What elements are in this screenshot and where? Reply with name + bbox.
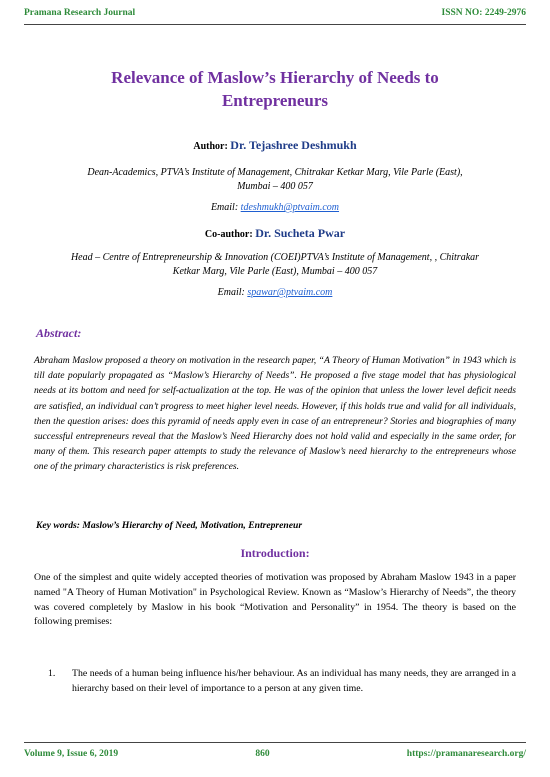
list-item-number: 1. [48, 668, 56, 679]
abstract-heading: Abstract: [36, 326, 82, 340]
paper-title: Relevance of Maslow’s Hierarchy of Needs to Entrepreneurs [111, 68, 439, 110]
abstract-body: Abraham Maslow proposed a theory on motivation in the research paper, “A Theory of Human Motivation” in 1943 which is till date popularly propagated as “Maslow’s Hierarchy of Needs”. He proposed a five stage model that has physiological needs at its bottom and need for self-actualization at the top. He was of the opinion that unless the lower level deficit needs are satisfied, an individual can’t progress to meet higher level needs. However, if this holds true and valid for all individuals, then the question arises: does this pyramid of needs apply even in case of an entrepreneur? Stories and biographies of many successful entrepreneurs reveal that the Maslow’s Need Hierarchy does not hold valid and especially in the same order, for many of them. This research paper attempts to study the relevance of Maslow’s need hierarchy to the entrepreneurs whose one of the primary characteristics is risk preferences. [34, 355, 516, 473]
author-line [0, 138, 550, 153]
coauthor-email-link[interactable]: spawar@ptvaim.com [247, 287, 333, 298]
running-footer [24, 749, 526, 759]
author-label: Author: [193, 141, 228, 152]
coauthor-affiliation: Head – Centre of Entrepreneurship & Innovation (COEI)PTVA’s Institute of Management, , Chitrakar Ketkar Marg, Vile Parle (East), Mumbai – 400 057 [70, 252, 480, 277]
footer-divider [24, 742, 526, 743]
coauthor-label: Co-author: [204, 229, 253, 240]
list-item [34, 667, 516, 697]
author-email-label: Email: [210, 202, 239, 213]
introduction-body: One of the simplest and quite widely accepted theories of motivation was proposed by Abraham Maslow 1943 in a paper named "A Theory of Human Motivation" in Psychological Review. Known as “Maslow’s Hierarchy of Needs”, the theory was covered completely by Maslow in his book “Motivation and Personality” in 1954. The theory is based on the following premises: [34, 572, 516, 628]
keywords: Key words: Maslow’s Hierarchy of Need, Motivation, Entrepreneur [36, 520, 303, 531]
author-email-link[interactable]: tdeshmukh@ptvaim.com [240, 202, 340, 213]
coauthor-email-label: Email: [217, 287, 245, 298]
issue-info: Volume 9, Issue 6, 2019 [24, 749, 119, 759]
premises-list [34, 667, 516, 697]
list-item-text: The needs of a human being influence his/her behaviour. As an individual has many needs, they are arranged in a hierarchy based on their level of importance to a person at any given time. [72, 668, 516, 694]
introduction-heading: Introduction: [240, 546, 310, 560]
page-number: 860 [255, 749, 270, 759]
coauthor-name: Dr. Sucheta Pwar [255, 226, 346, 240]
author-email-line [0, 202, 550, 213]
coauthor-email-line [0, 287, 550, 298]
coauthor-line [0, 226, 550, 241]
issn-number: ISSN NO: 2249-2976 [441, 8, 526, 18]
journal-name: Pramana Research Journal [24, 8, 136, 18]
author-affiliation: Dean-Academics, PTVA’s Institute of Management, Chitrakar Ketkar Marg, Vile Parle (East), Mumbai – 400 057 [87, 167, 463, 192]
running-header [24, 8, 526, 18]
header-divider [24, 24, 526, 25]
author-name: Dr. Tejashree Deshmukh [230, 138, 357, 152]
journal-url: https://pramanaresearch.org/ [406, 749, 526, 759]
